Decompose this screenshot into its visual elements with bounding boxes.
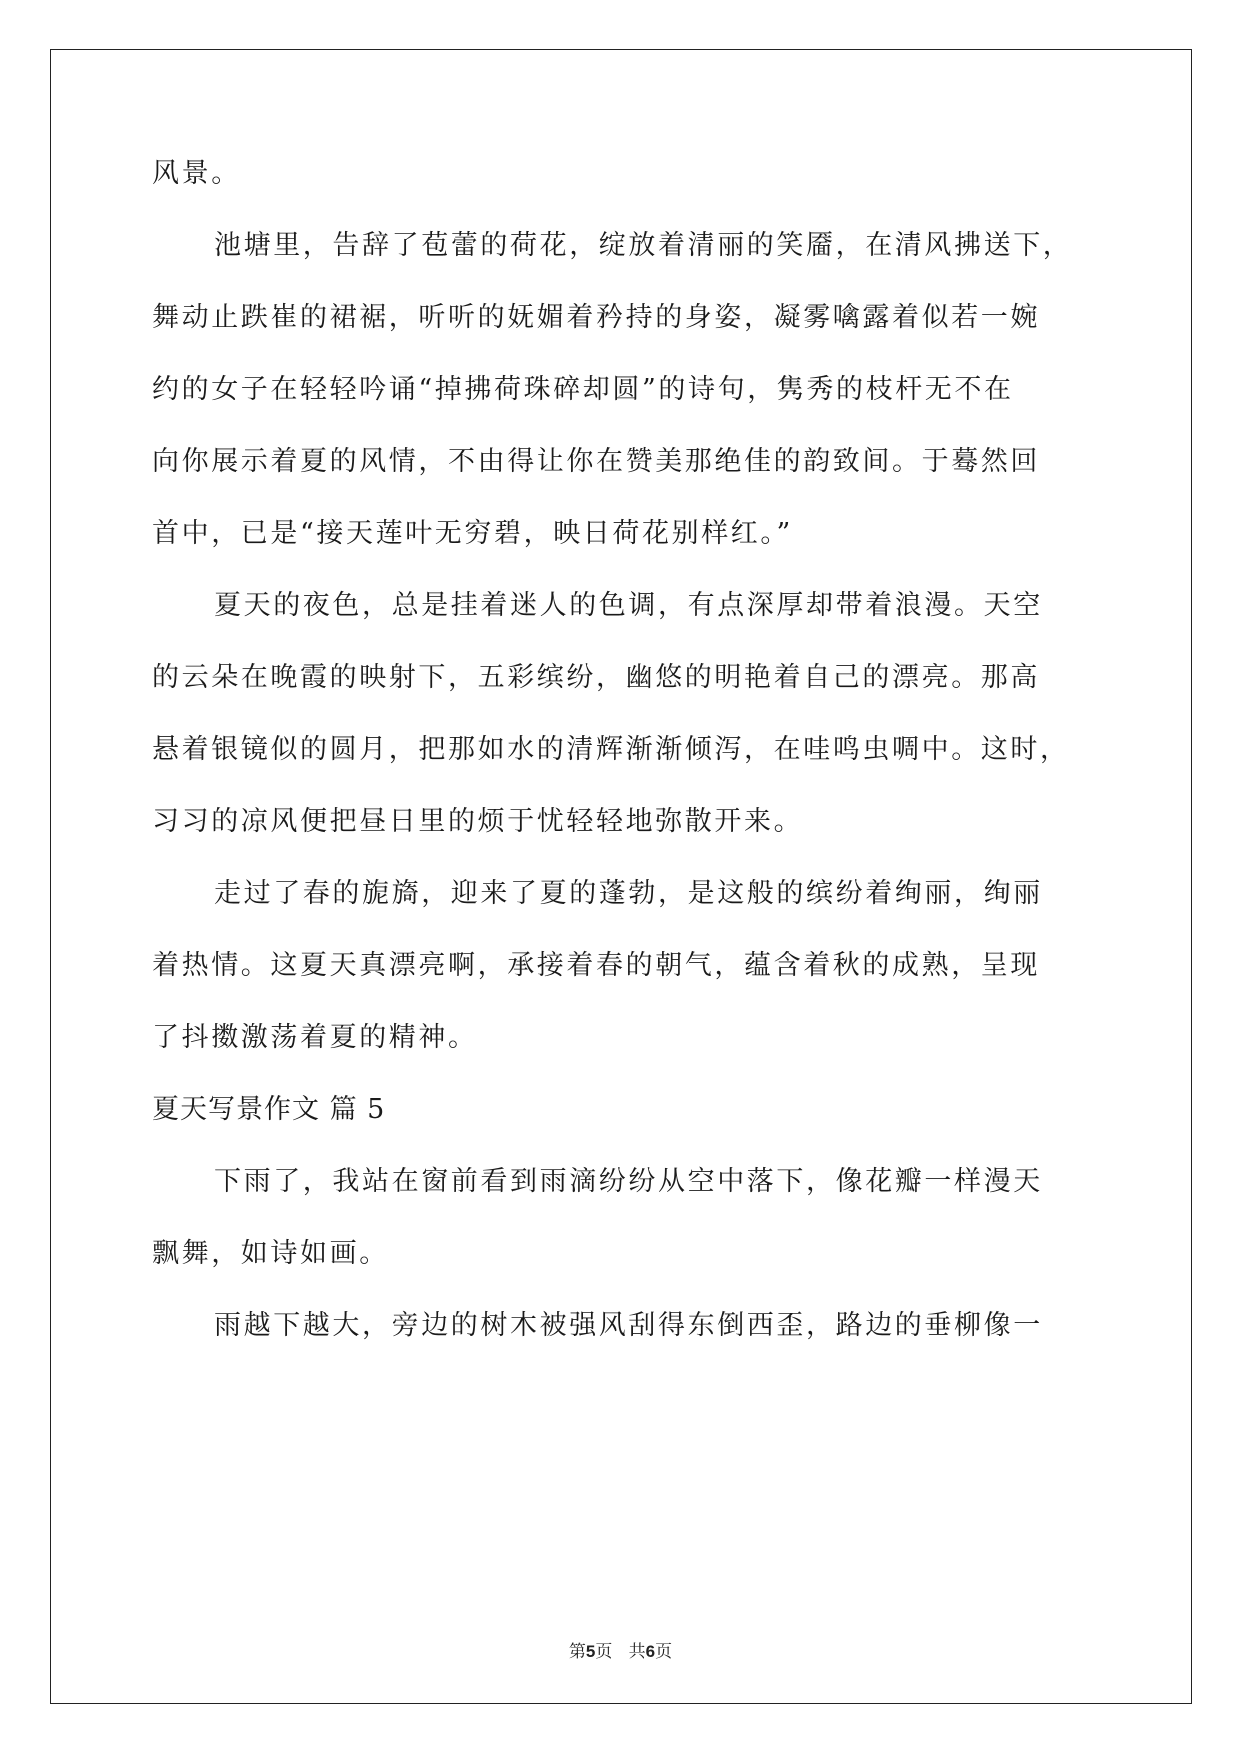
text-line: 向你展示着夏的风情，不由得让你在赞美那绝佳的韵致间。于蓦然回	[152, 446, 1040, 477]
text-line: 风景。	[152, 158, 241, 189]
text-line: 飘舞，如诗如画。	[152, 1238, 389, 1269]
paragraph-line: 下雨了，我站在窗前看到雨滴纷纷从空中落下，像花瓣一样漫天	[214, 1166, 1043, 1197]
paragraph-line: 走过了春的旎旖，迎来了夏的蓬勃，是这般的缤纷着绚丽，绚丽	[214, 878, 1043, 909]
footer-page-suffix: 页	[595, 1642, 613, 1662]
text-line: 悬着银镜似的圆月，把那如水的清辉渐渐倾泻，在哇鸣虫啁中。这时，	[152, 734, 1070, 765]
footer-total-suffix: 页	[655, 1642, 673, 1662]
text-line: 了抖擞激荡着夏的精神。	[152, 1022, 478, 1053]
current-page-number: 5	[585, 1642, 596, 1661]
text-line: 首中，已是“接天莲叶无穷碧，映日荷花别样红。”	[152, 518, 793, 549]
text-line: 着热情。这夏天真漂亮啊，承接着春的朝气，蕴含着秋的成熟，呈现	[152, 950, 1040, 981]
footer-prefix: 第	[568, 1642, 586, 1662]
paragraph-line: 池塘里，告辞了苞蕾的荷花，绽放着清丽的笑靥，在清风拂送下，	[214, 230, 1073, 261]
paragraph-line: 夏天的夜色，总是挂着迷人的色调，有点深厚却带着浪漫。天空	[214, 590, 1043, 621]
total-page-count: 6	[645, 1642, 656, 1661]
text-line: 舞动止跌崔的裙裾，听听的妩媚着矜持的身姿，凝雾噙露着似若一婉	[152, 302, 1040, 333]
text-line: 的云朵在晚霞的映射下，五彩缤纷，幽悠的明艳着自己的漂亮。那高	[152, 662, 1040, 693]
text-line: 习习的凉风便把昼日里的烦于忧轻轻地弥散开来。	[152, 806, 804, 837]
paragraph-line: 雨越下越大，旁边的树木被强风刮得东倒西歪，路边的垂柳像一	[214, 1310, 1043, 1341]
text-line: 约的女子在轻轻吟诵“掉拂荷珠碎却圆”的诗句，隽秀的枝杆无不在	[152, 374, 1014, 405]
page-footer	[0, 1641, 1241, 1663]
footer-total-prefix: 共	[628, 1642, 646, 1662]
section-heading: 夏天写景作文 篇 5	[152, 1094, 386, 1125]
